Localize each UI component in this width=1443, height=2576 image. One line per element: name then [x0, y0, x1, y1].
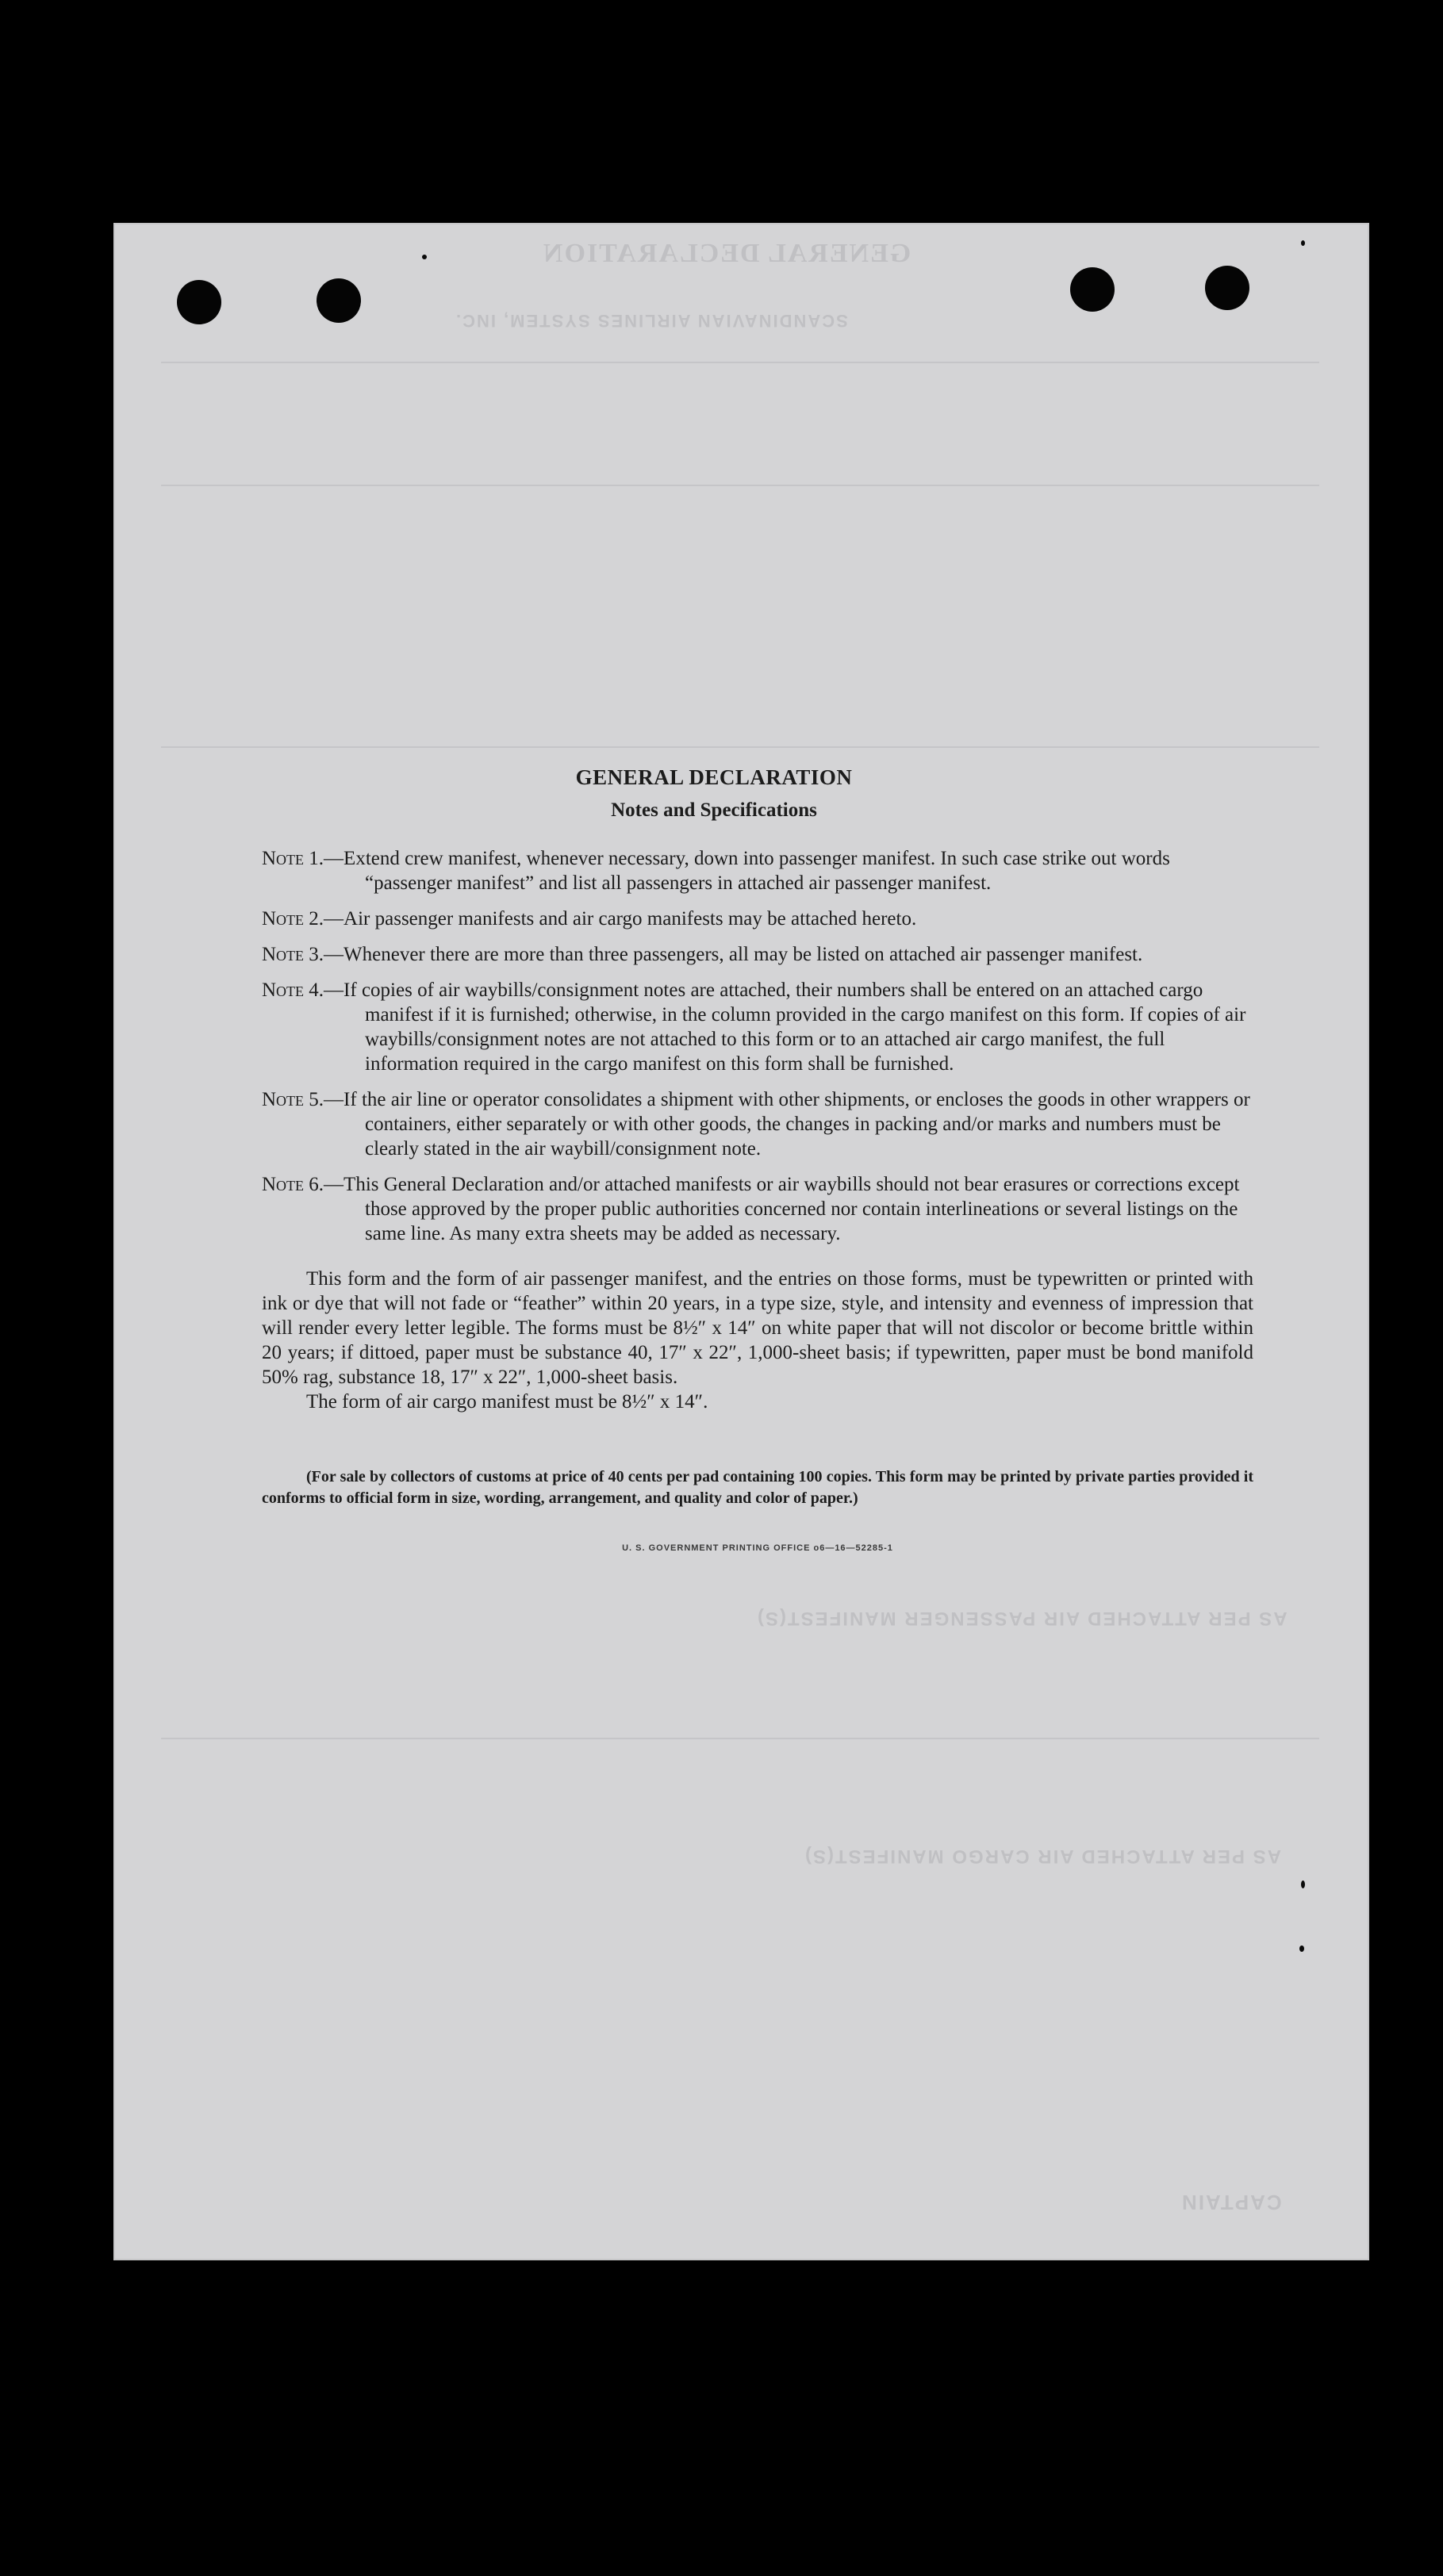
notes-and-specifications [262, 765, 1253, 1561]
bleed-through-passenger-section: AS PER ATTACHED AIR PASSENGER MANIFEST(S) [756, 1608, 1288, 1629]
punch-hole [1070, 267, 1115, 312]
note-label: Note 3. [262, 944, 324, 965]
bleed-through-rule [161, 1738, 1319, 1739]
note-text: —Whenever there are more than three passengers, all may be listed on attached air passenger manifest. [324, 944, 1143, 965]
note-label: Note 6. [262, 1174, 324, 1195]
note-text: —If the air line or operator consolidates a shipment with other shipments, or encloses the goods in other wrappers or containers, either separately or with other goods, the changes in packing and/or marks and numbers must be clearly stated in the air waybill/consignment note. [324, 1089, 1250, 1160]
document-subtitle: Notes and Specifications [611, 799, 817, 821]
note-text: —Air passenger manifests and air cargo manifests may be attached hereto. [324, 908, 917, 930]
bleed-through-signature: CAPTAIN [1180, 2191, 1282, 2214]
speck [1301, 1880, 1305, 1888]
bleed-through-cargo-section: AS PER ATTACHED AIR CARGO MANIFEST(S) [804, 1846, 1281, 1867]
speck [1299, 1945, 1304, 1952]
note-label: Note 2. [262, 908, 324, 930]
note-text: —Extend crew manifest, whenever necessary, down into passenger manifest. In such case strike out words “passenger manifest” and list all passengers in attached air passenger manifest. [324, 848, 1170, 894]
notes-list [262, 846, 1253, 1246]
punch-hole [177, 280, 221, 324]
printing-office-imprint: U. S. GOVERNMENT PRINTING OFFICE o6—16—52285-1 [622, 1543, 893, 1553]
note-text: —If copies of air waybills/consignment notes are attached, their numbers shall be entered on an attached cargo manifest if it is furnished; otherwise, in the column provided in the cargo manifest on this form. If copies of air waybills/consignment notes are not attached to this form or to an attached air cargo manifest, the full information required in the cargo manifest on this form shall be furnished. [324, 979, 1246, 1075]
speck [422, 255, 427, 259]
note-text: —This General Declaration and/or attached manifests or air waybills should not bear erasures or corrections except those approved by the proper public authorities concerned nor contain interlineations or several listings on the same line. As many extra sheets may be added as necessary. [324, 1174, 1240, 1244]
punch-hole [317, 278, 361, 323]
form-requirements-paragraph: This form and the form of air passenger manifest, and the entries on those forms, must be typewritten or printed with ink or dye that will not fade or “feather” within 20 years, in a type size, style, and intensity and evenness of impression that will render every letter legible. The forms must be 8½″ x 14″ on white paper that will not discolor or become brittle within 20 years; if dittoed, paper must be substance 40, 17″ x 22″, 1,000-sheet basis; if typewritten, paper must be bond manifold 50% rag, substance 18, 17″ x 22″, 1,000-sheet basis. [262, 1268, 1253, 1388]
bleed-through-header: GENERAL DECLARATION [542, 239, 911, 268]
bleed-through-rule [161, 485, 1319, 486]
bleed-through-airline: SCANDINAVIAN AIRLINES SYSTEM, INC. [455, 311, 848, 331]
note-3 [262, 942, 1253, 967]
note-label: Note 1. [262, 848, 324, 869]
note-label: Note 5. [262, 1089, 324, 1110]
note-label: Note 4. [262, 979, 324, 1001]
note-1 [262, 846, 1253, 895]
punch-hole [1205, 266, 1249, 310]
speck [1301, 240, 1305, 246]
cargo-manifest-size-paragraph: The form of air cargo manifest must be 8½″ x 14″. [306, 1391, 708, 1413]
bleed-through-rule [161, 362, 1319, 363]
note-4 [262, 978, 1253, 1076]
document-title: GENERAL DECLARATION [575, 765, 853, 789]
bleed-through-rule [161, 746, 1319, 748]
sale-notice: (For sale by collectors of customs at price of 40 cents per pad containing 100 copies. This form may be printed by private parties provided it conforms to official form in size, wording, arrangement, and quality and color of paper.) [262, 1468, 1253, 1507]
note-6 [262, 1172, 1253, 1246]
note-5 [262, 1087, 1253, 1161]
note-2 [262, 907, 1253, 931]
